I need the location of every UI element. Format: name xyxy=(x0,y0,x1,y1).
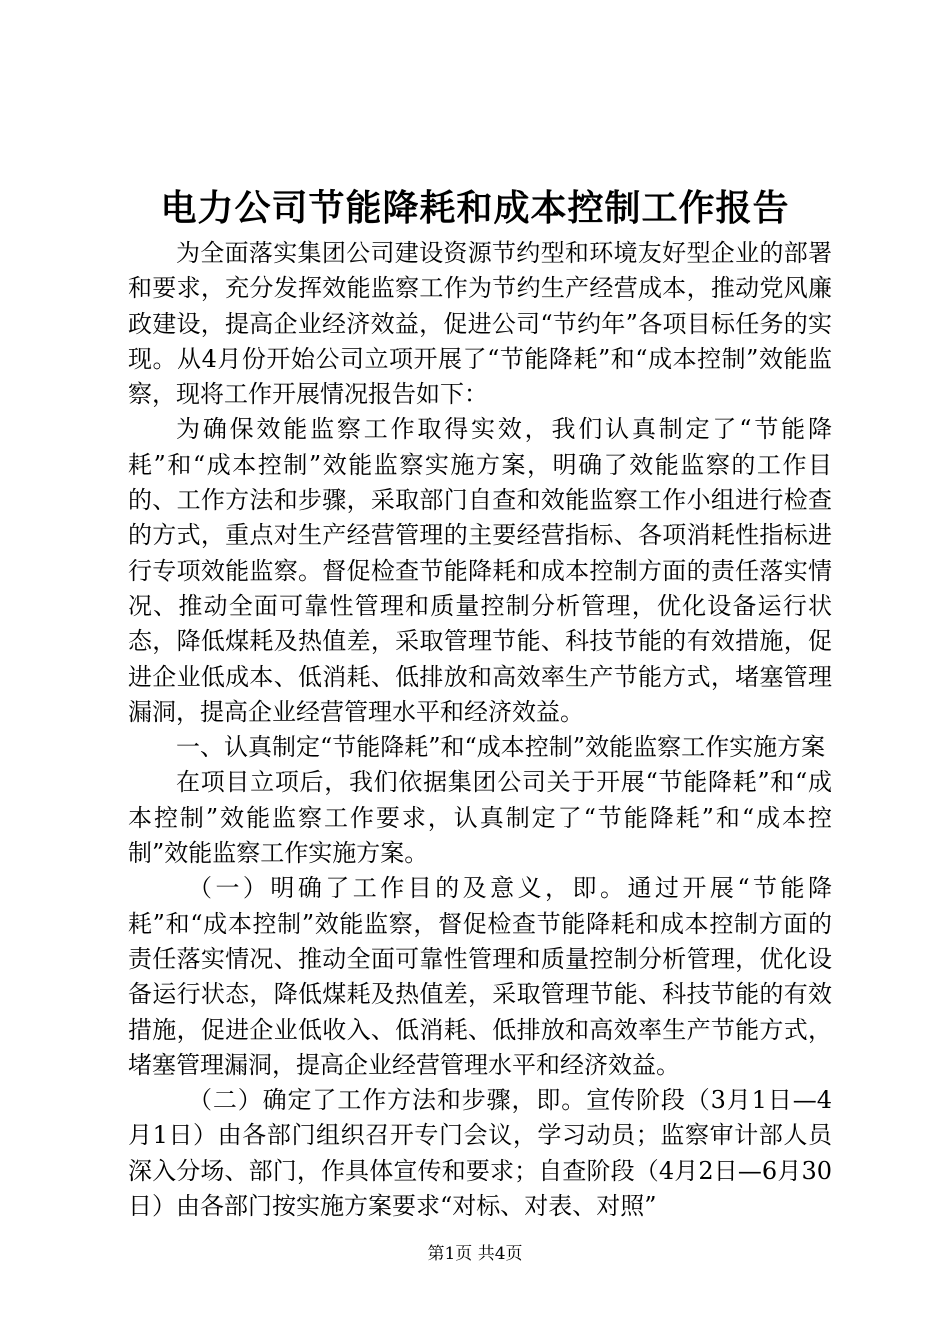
section-heading-1: 一、认真制定“节能降耗”和“成本控制”效能监察工作实施方案 xyxy=(176,733,826,762)
paragraph-intro: 为全面落实集团公司建设资源节约型和环境友好型企业的部署和要求，充分发挥效能监察工作为节约生产经营成本，推动党风廉政建设，提高企业经济效益，促进公司“节约年”各项目标任务的实现。从4月份开始公司立项开展了“节能降耗”和“成本控制”效能监察，现将工作开展情况报告如下： xyxy=(128,239,832,409)
document-body xyxy=(128,236,832,1224)
page-indicator: 第1页 共4页 xyxy=(427,1244,523,1264)
paragraph-measures: 为确保效能监察工作取得实效，我们认真制定了“节能降耗”和“成本控制”效能监察实施方案，明确了效能监察的工作目的、工作方法和步骤，采取部门自查和效能监察工作小组进行检查的方式，重点对生产经营管理的主要经营指标、各项消耗性指标进行专项效能监察。督促检查节能降耗和成本控制方面的责任落实情况、推动全面可靠性管理和质量控制分析管理，优化设备运行状态，降低煤耗及热值差，采取管理节能、科技节能的有效措施，促进企业低成本、低消耗、低排放和高效率生产节能方式，堵塞管理漏洞，提高企业经营管理水平和经济效益。 xyxy=(128,415,832,726)
paragraph-purpose: （一）明确了工作目的及意义，即。通过开展“节能降耗”和“成本控制”效能监察，督促检查节能降耗和成本控制方面的责任落实情况、推动全面可靠性管理和质量控制分析管理，优化设备运行状态，降低煤耗及热值差，采取管理节能、科技节能的有效措施，促进企业低收入、低消耗、低排放和高效率生产节能方式，堵塞管理漏洞，提高企业经营管理水平和经济效益。 xyxy=(128,874,832,1079)
paragraph-methods: （二）确定了工作方法和步骤，即。宣传阶段（3月1日—4月1日）由各部门组织召开专门会议，学习动员；监察审计部人员深入分场、部门，作具体宣传和要求；自查阶段（4月2日—6月30日）由各部门按实施方案要求“对标、对表、对照” xyxy=(128,1086,832,1221)
document-title: 电力公司节能降耗和成本控制工作报告 xyxy=(160,187,790,229)
paragraph-plan: 在项目立项后，我们依据集团公司关于开展“节能降耗”和“成本控制”效能监察工作要求，认真制定了“节能降耗”和“成本控制”效能监察工作实施方案。 xyxy=(128,768,832,868)
